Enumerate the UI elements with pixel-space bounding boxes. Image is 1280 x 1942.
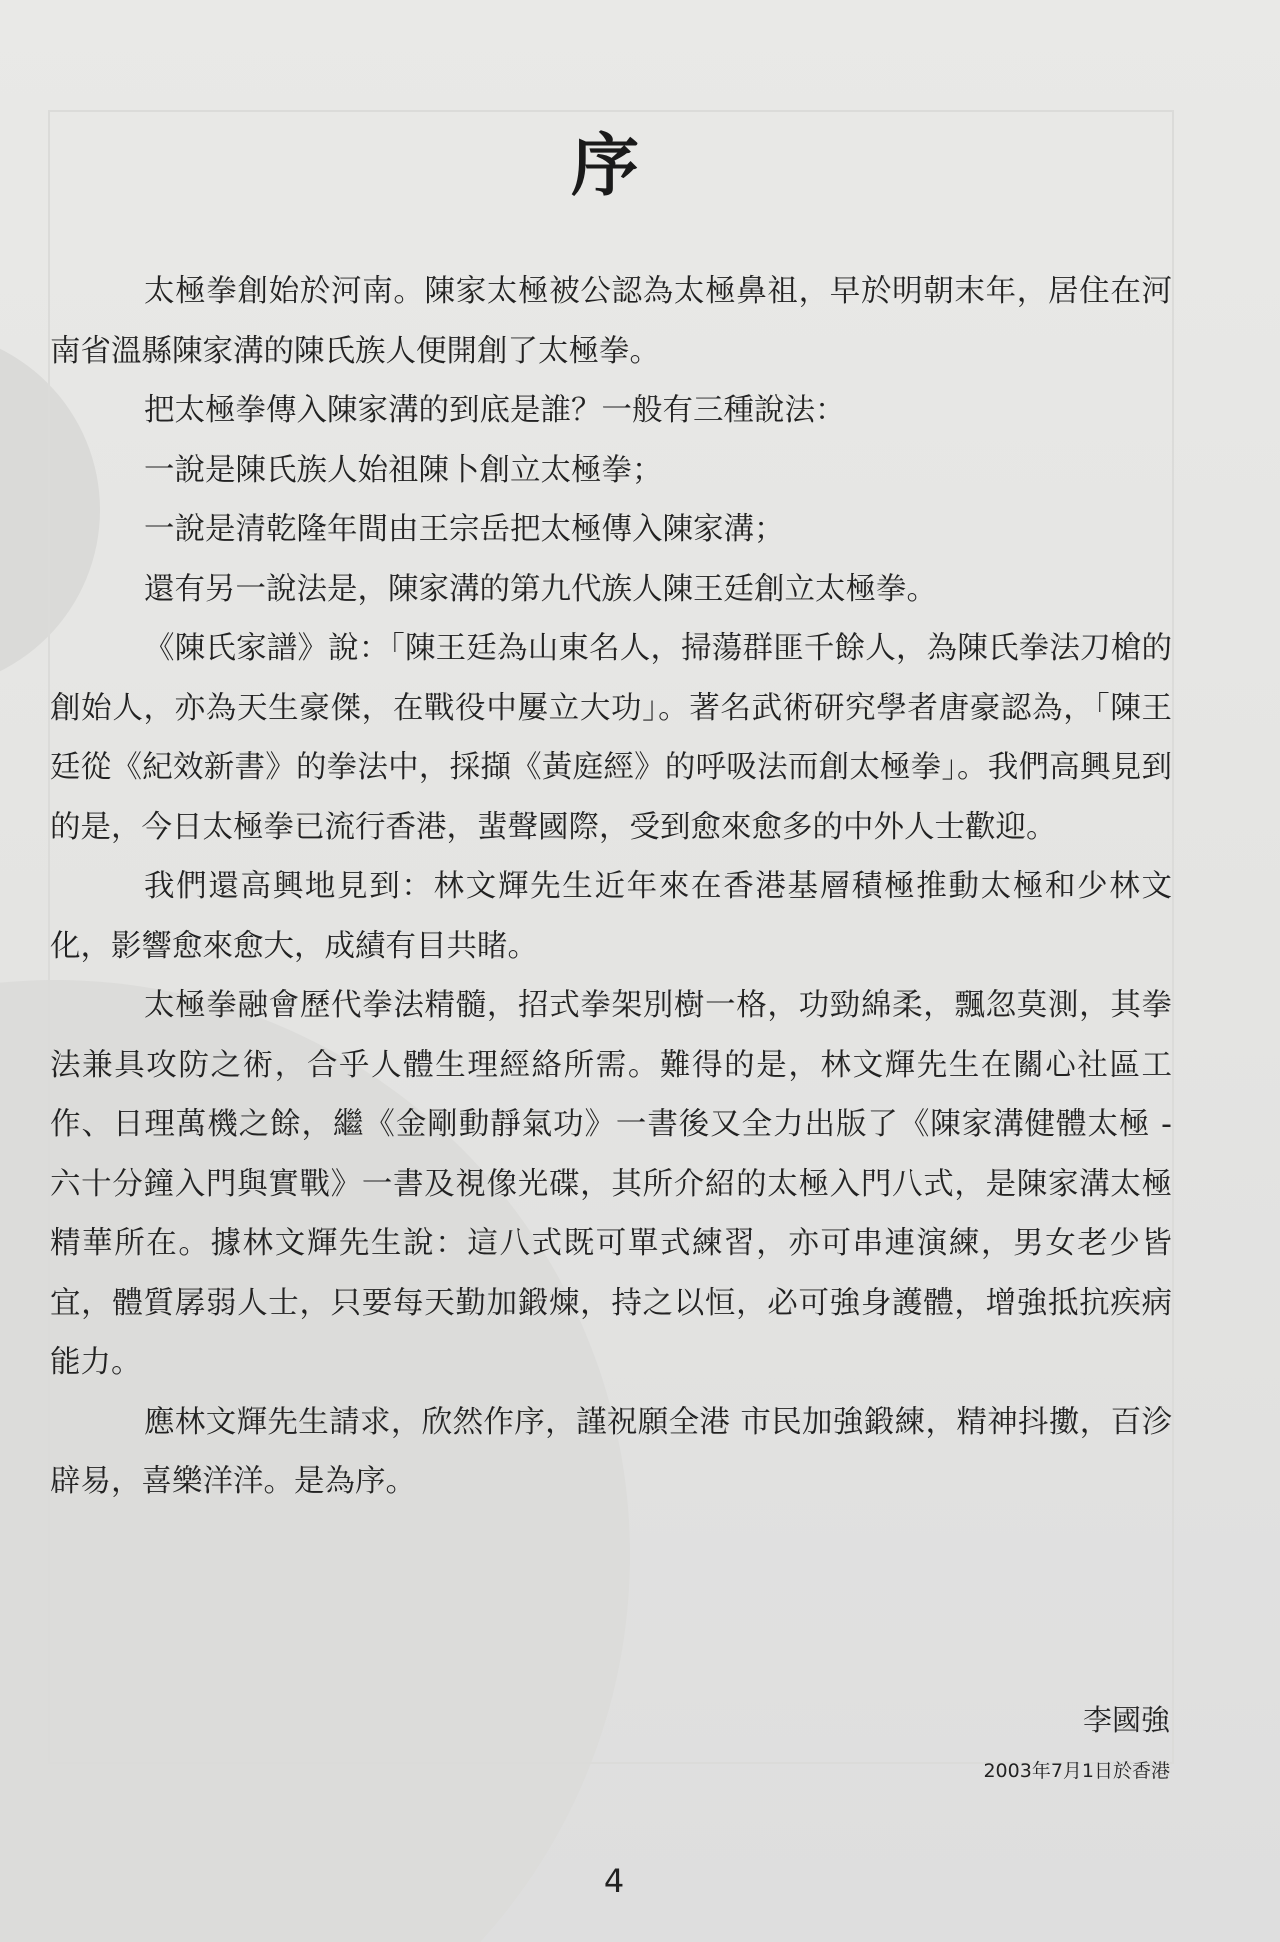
preface-body xyxy=(50,262,1172,1512)
paragraph: 應林文輝先生請求，欣然作序，謹祝願全港 市民加強鍛練，精神抖擻，百沴辟易，喜樂洋洋。是為序。 xyxy=(50,1404,1172,1499)
paragraph: 《陳氏家譜》說：「陳王廷為山東名人，掃蕩群匪千餘人，為陳氏拳法刀槍的創始人，亦為天生豪傑，在戰役中屢立大功」。著名武術研究學者唐豪認為，「陳王廷從《紀效新書》的拳法中，採擷《黃庭經》的呼吸法而創太極拳」。我們高興見到的是，今日太極拳已流行香港，蜚聲國際，受到愈來愈多的中外人士歡迎。 xyxy=(50,631,1172,845)
date-location: 2003年7月1日於香港 xyxy=(983,1760,1170,1782)
page-title: 序 xyxy=(570,126,641,206)
paragraph: 把太極拳傳入陳家溝的到底是誰？一般有三種說法： xyxy=(144,393,846,428)
paragraph: 太極拳融會歷代拳法精髓，招式拳架別樹一格，功勁綿柔，飄忽莫測，其拳法兼具攻防之術，合乎人體生理經絡所需。難得的是，林文輝先生在關心社區工作、日理萬機之餘，繼《金剛動靜氣功》一書後又全力出版了《陳家溝健體太極 - 六十分鐘入門與實戰》一書及視像光碟，其所介紹的太極入門八式，是陳家溝太極精華所在。據林文輝先生說：這八式既可單式練習，亦可串連演練，男女老少皆宜，體質孱弱人士，只要每天勤加鍛煉，持之以恒，必可強身護體，增強抵抗疾病能力。 xyxy=(50,988,1172,1380)
paragraph: 一說是清乾隆年間由王宗岳把太極傳入陳家溝； xyxy=(144,512,785,547)
paragraph: 還有另一說法是，陳家溝的第九代族人陳王廷創立太極拳。 xyxy=(144,571,937,607)
author-signature: 李國強 xyxy=(1082,1703,1170,1737)
paragraph: 一說是陳氏族人始祖陳卜創立太極拳； xyxy=(144,452,663,488)
page-number: 4 xyxy=(603,1862,625,1900)
paragraph: 太極拳創始於河南。陳家太極被公認為太極鼻祖，早於明朝末年，居住在河南省溫縣陳家溝的陳氏族人便開創了太極拳。 xyxy=(50,274,1172,369)
paragraph: 我們還高興地見到：林文輝先生近年來在香港基層積極推動太極和少林文化，影響愈來愈大，成績有目共睹。 xyxy=(50,869,1172,964)
